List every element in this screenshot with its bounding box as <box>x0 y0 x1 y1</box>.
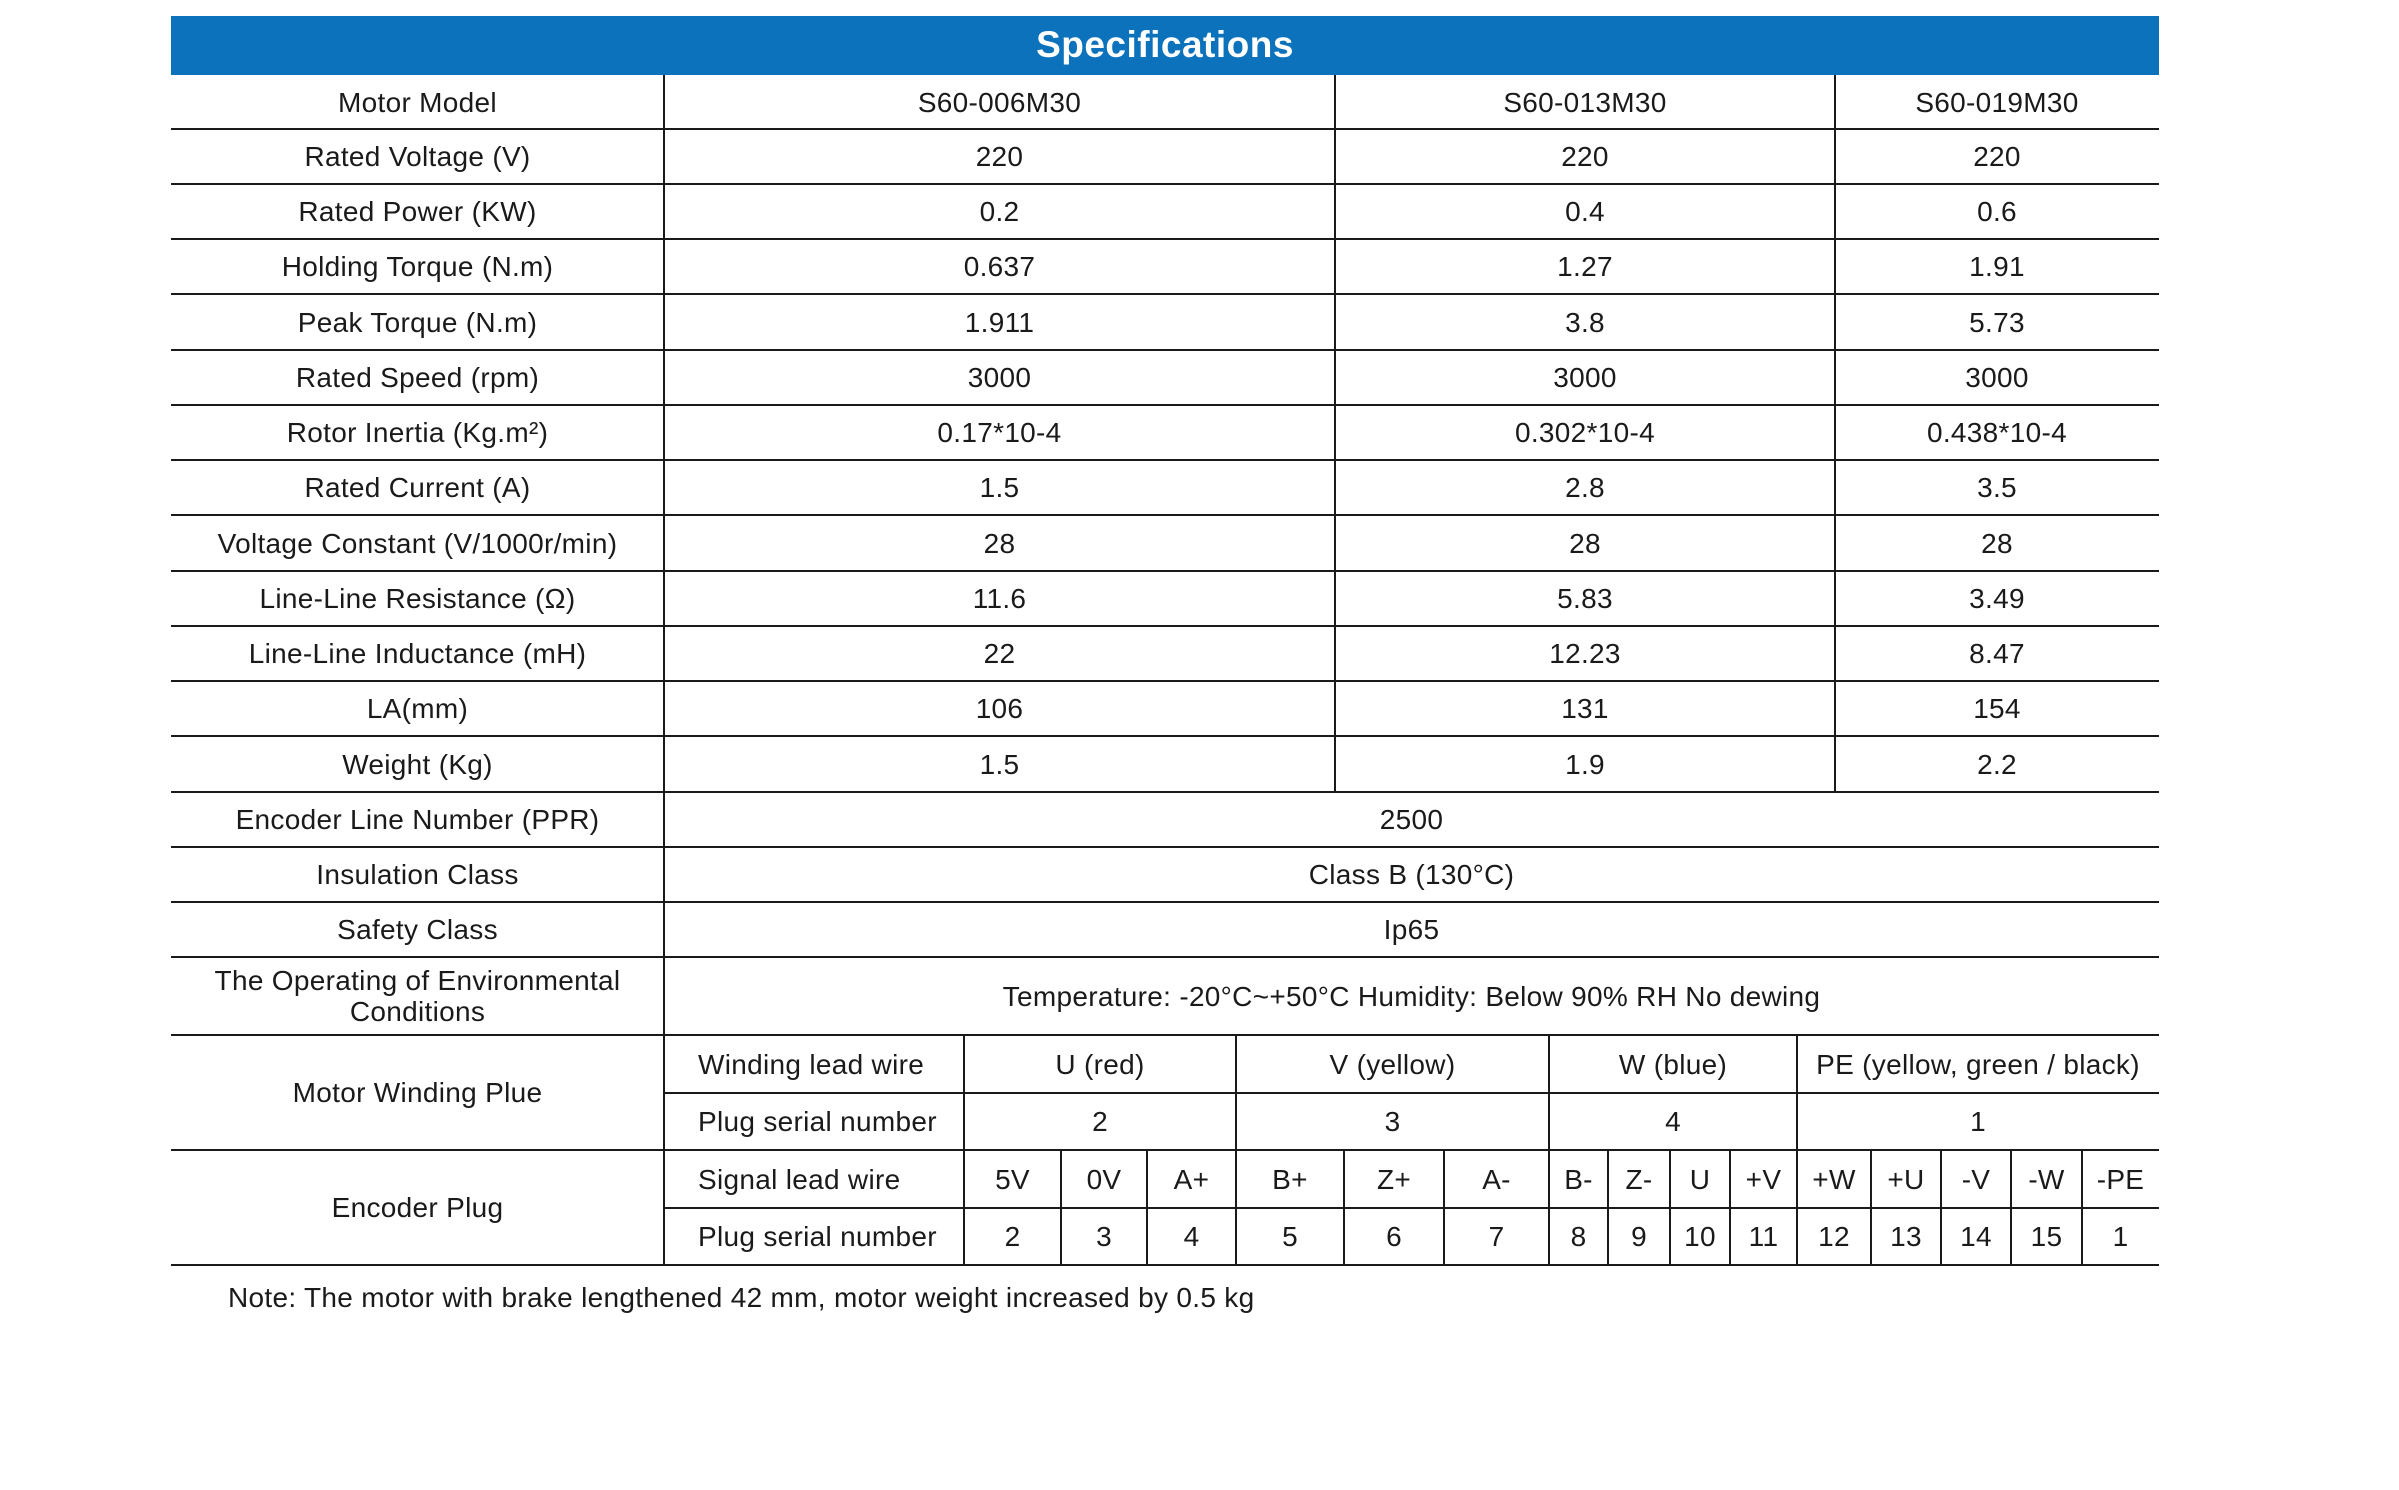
spec-value-s60-013m30: 5.83 <box>1557 583 1613 614</box>
encoder-signal-11: +U <box>1887 1163 1925 1195</box>
row-divider <box>171 956 2159 958</box>
winding-column-divider <box>1235 1035 1237 1150</box>
spec-value-s60-013m30: 0.302*10-4 <box>1514 417 1655 448</box>
spec-merged-value: Class B (130°C) <box>1308 859 1515 890</box>
row-divider <box>171 183 2159 185</box>
spec-merged-value: 2500 <box>1379 804 1444 835</box>
spec-value-s60-019m30: 2.2 <box>1977 748 2017 780</box>
encoder-serial-9: 11 <box>1748 1221 1779 1252</box>
encoder-column-divider <box>1669 1150 1671 1265</box>
specifications-table <box>171 0 2159 1270</box>
winding-serial-3: 1 <box>1970 1106 1986 1137</box>
spec-value-s60-019m30: 8.47 <box>1969 638 2025 669</box>
row-divider <box>171 349 2159 351</box>
spec-label: Holding Torque (N.m) <box>281 251 554 282</box>
encoder-serial-7: 9 <box>1631 1221 1647 1252</box>
spec-value-s60-006m30: 28 <box>983 527 1016 559</box>
spec-merged-value: Temperature: -20°C~+50°C Humidity: Below 90% RH No dewing <box>1002 980 1821 1012</box>
footnote: Note: The motor with brake lengthened 42 mm, motor weight increased by 0.5 kg <box>228 1282 1255 1313</box>
row-divider <box>171 128 2159 130</box>
winding-lead-wire-label: Winding lead wire <box>698 1048 925 1080</box>
winding-serial-0: 2 <box>1092 1106 1108 1137</box>
spec-label: Line-Line Resistance (Ω) <box>259 583 576 614</box>
encoder-signal-14: -PE <box>2096 1163 2145 1195</box>
encoder-column-divider <box>963 1150 965 1265</box>
spec-label: Rated Power (KW) <box>298 196 537 227</box>
encoder-column-divider <box>2010 1150 2012 1265</box>
spec-value-s60-013m30: 131 <box>1561 693 1609 724</box>
spec-label: Rated Voltage (V) <box>304 141 531 172</box>
signal-lead-wire-label: Signal lead wire <box>698 1163 901 1195</box>
encoder-column-divider <box>1607 1150 1609 1265</box>
encoder-serial-10: 12 <box>1818 1221 1850 1252</box>
encoder-serial-8: 10 <box>1684 1221 1716 1252</box>
encoder-serial-6: 8 <box>1570 1221 1587 1252</box>
spec-value-s60-006m30: 0.637 <box>963 251 1036 282</box>
encoder-signal-6: B- <box>1564 1163 1593 1195</box>
spec-value-s60-019m30: S60-019M30 <box>1915 86 2079 118</box>
encoder-column-divider <box>1060 1150 1062 1265</box>
encoder-signal-7: Z- <box>1625 1163 1653 1195</box>
row-divider <box>171 238 2159 240</box>
encoder-column-divider <box>1443 1150 1445 1265</box>
encoder-column-divider <box>1146 1150 1148 1265</box>
winding-column-divider <box>1548 1035 1550 1150</box>
motor-winding-label: Motor Winding Plue <box>292 1077 543 1108</box>
winding-row-divider <box>664 1092 2159 1094</box>
spec-value-s60-013m30: 3000 <box>1553 362 1617 393</box>
encoder-serial-4: 6 <box>1386 1221 1402 1252</box>
winding-column-divider <box>963 1035 965 1150</box>
encoder-serial-label: Plug serial number <box>698 1221 937 1252</box>
encoder-row-divider <box>664 1207 2159 1209</box>
row-divider <box>171 846 2159 848</box>
model-column-divider <box>1334 75 1336 792</box>
winding-serial-label: Plug serial number <box>698 1106 937 1137</box>
spec-value-s60-013m30: S60-013M30 <box>1503 86 1667 118</box>
row-divider <box>171 404 2159 406</box>
spec-value-s60-019m30: 220 <box>1973 141 2021 172</box>
encoder-column-divider <box>1940 1150 1942 1265</box>
spec-label: Peak Torque (N.m) <box>297 306 538 338</box>
row-divider <box>171 459 2159 461</box>
spec-label: Voltage Constant (V/1000r/min) <box>217 527 618 559</box>
spec-value-s60-006m30: 106 <box>975 693 1024 724</box>
encoder-signal-5: A- <box>1482 1163 1511 1195</box>
spec-value-s60-013m30: 12.23 <box>1549 638 1621 669</box>
winding-lead-0: U (red) <box>1055 1048 1145 1080</box>
spec-value-s60-006m30: 1.5 <box>979 748 1020 780</box>
spec-value-s60-019m30: 3000 <box>1965 362 2029 393</box>
spec-value-s60-019m30: 5.73 <box>1969 306 2025 338</box>
row-divider <box>171 680 2159 682</box>
winding-lead-1: V (yellow) <box>1329 1048 1456 1080</box>
spec-label: Safety Class <box>337 914 498 945</box>
encoder-serial-12: 14 <box>1960 1221 1992 1252</box>
encoder-signal-13: -W <box>2028 1163 2065 1195</box>
encoder-column-divider <box>1235 1150 1237 1265</box>
encoder-column-divider <box>1343 1150 1345 1265</box>
spec-label: Weight (Kg) <box>342 748 493 780</box>
spec-value-s60-019m30: 0.6 <box>1977 196 2017 227</box>
spec-merged-value: Ip65 <box>1383 914 1440 945</box>
encoder-serial-5: 7 <box>1488 1221 1505 1252</box>
encoder-signal-12: -V <box>1961 1163 1991 1195</box>
encoder-serial-1: 3 <box>1096 1221 1112 1252</box>
spec-value-s60-013m30: 3.8 <box>1565 306 1605 338</box>
encoder-column-divider <box>1548 1150 1550 1265</box>
winding-column-divider <box>1796 1035 1798 1150</box>
encoder-signal-10: +W <box>1812 1163 1856 1195</box>
spec-value-s60-019m30: 3.5 <box>1977 472 2017 503</box>
encoder-signal-3: B+ <box>1272 1163 1308 1195</box>
encoder-signal-2: A+ <box>1173 1163 1210 1195</box>
winding-serial-1: 3 <box>1384 1106 1401 1137</box>
model-column-divider <box>1834 75 1836 792</box>
spec-value-s60-019m30: 3.49 <box>1969 583 2025 614</box>
encoder-signal-8: U <box>1689 1163 1711 1195</box>
spec-value-s60-013m30: 2.8 <box>1565 472 1605 503</box>
spec-label: Insulation Class <box>316 859 519 890</box>
section-divider <box>171 1149 2159 1151</box>
winding-lead-2: W (blue) <box>1618 1048 1728 1080</box>
spec-value-s60-006m30: 1.5 <box>979 472 1020 503</box>
spec-label: Rated Current (A) <box>304 472 531 503</box>
spec-value-s60-013m30: 220 <box>1561 141 1609 172</box>
spec-value-s60-006m30: 0.2 <box>979 196 1020 227</box>
spec-label: Line-Line Inductance (mH) <box>248 638 587 669</box>
spec-value-s60-013m30: 28 <box>1569 527 1601 559</box>
winding-serial-2: 4 <box>1665 1106 1681 1137</box>
row-divider <box>171 735 2159 737</box>
spec-value-s60-019m30: 28 <box>1981 527 2013 559</box>
spec-value-s60-019m30: 0.438*10-4 <box>1926 417 2067 448</box>
encoder-plug-label: Encoder Plug <box>331 1192 504 1223</box>
row-divider <box>171 570 2159 572</box>
spec-value-s60-006m30: 220 <box>975 141 1024 172</box>
row-divider <box>171 1034 2159 1036</box>
spec-value-s60-019m30: 1.91 <box>1969 251 2025 282</box>
table-bottom-rule <box>171 1264 2159 1266</box>
row-divider <box>171 625 2159 627</box>
encoder-column-divider <box>1870 1150 1872 1265</box>
encoder-serial-11: 13 <box>1890 1221 1922 1252</box>
encoder-column-divider <box>2081 1150 2083 1265</box>
encoder-column-divider <box>1729 1150 1731 1265</box>
spec-value-s60-013m30: 0.4 <box>1565 196 1605 227</box>
spec-value-s60-006m30: S60-006M30 <box>917 86 1082 118</box>
spec-label: LA(mm) <box>366 693 469 724</box>
encoder-serial-3: 5 <box>1282 1221 1298 1252</box>
spec-value-s60-006m30: 1.911 <box>964 306 1035 338</box>
encoder-column-divider <box>1796 1150 1798 1265</box>
label-column-divider <box>663 75 665 1265</box>
spec-label: Rotor Inertia (Kg.m²) <box>286 417 549 448</box>
specifications-title: Specifications <box>1036 23 1294 65</box>
encoder-serial-13: 15 <box>2030 1221 2063 1252</box>
spec-value-s60-006m30: 3000 <box>967 362 1032 393</box>
spec-value-s60-019m30: 154 <box>1973 693 2021 724</box>
encoder-signal-4: Z+ <box>1376 1163 1412 1195</box>
encoder-serial-0: 2 <box>1004 1221 1021 1252</box>
row-divider <box>171 293 2159 295</box>
row-divider <box>171 901 2159 903</box>
row-divider <box>171 791 2159 793</box>
spec-value-s60-013m30: 1.27 <box>1557 251 1613 282</box>
spec-label: Motor Model <box>338 86 497 118</box>
spec-label: Rated Speed (rpm) <box>295 362 540 393</box>
spec-label: Encoder Line Number (PPR) <box>235 804 600 835</box>
row-divider <box>171 514 2159 516</box>
spec-value-s60-006m30: 11.6 <box>972 583 1027 614</box>
encoder-signal-9: +V <box>1745 1163 1782 1195</box>
spec-value-s60-013m30: 1.9 <box>1565 748 1605 780</box>
spec-label: The Operating of Environmental Conditions <box>214 965 621 1027</box>
encoder-serial-2: 4 <box>1183 1221 1200 1252</box>
spec-value-s60-006m30: 22 <box>983 638 1016 669</box>
encoder-signal-0: 5V <box>995 1163 1030 1195</box>
winding-lead-3: PE (yellow, green / black) <box>1816 1048 2140 1080</box>
spec-value-s60-006m30: 0.17*10-4 <box>937 417 1062 448</box>
encoder-serial-14: 1 <box>2112 1221 2129 1252</box>
encoder-signal-1: 0V <box>1086 1163 1122 1195</box>
